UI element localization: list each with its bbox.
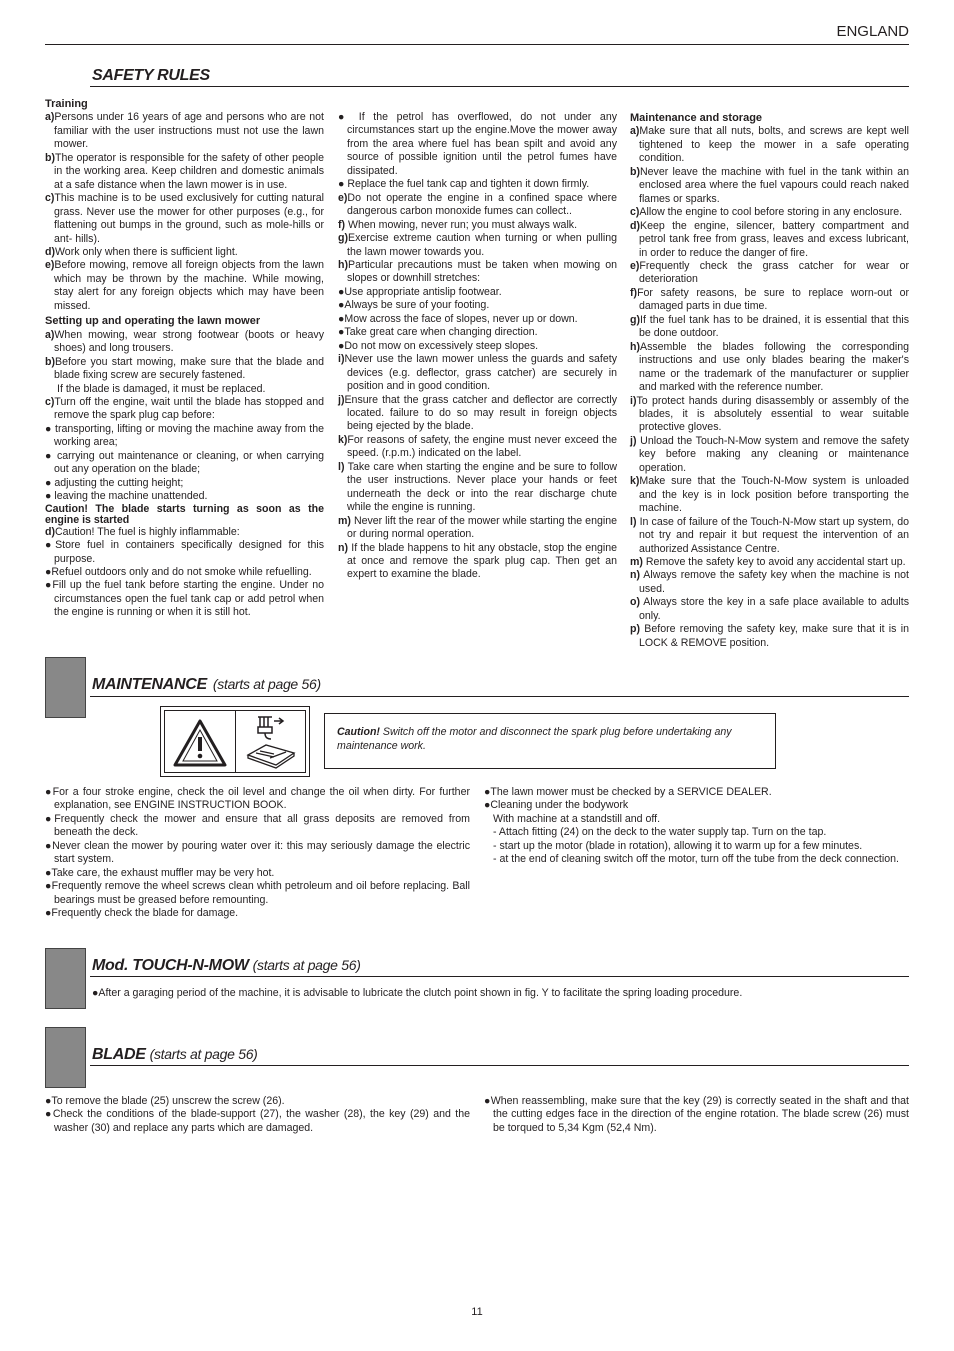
setup-item-c: c)Turn off the engine, wait until the blade has stopped and remove the spark plug cap before: — [45, 395, 324, 422]
setup-item-b-note: If the blade is damaged, it must be replaced. — [57, 382, 266, 395]
training-list — [45, 111, 324, 313]
top-rule — [45, 44, 909, 45]
safety-column-1 — [45, 98, 324, 620]
maintenance-left-list — [45, 786, 470, 921]
storage-item-3: d)Keep the engine, silencer, battery compartment and petrol tank free from grass, leaves and excess lubricant, in order to reduce the danger of fire. — [630, 219, 909, 259]
safety-rules-title: SAFETY RULES — [92, 67, 210, 84]
blade-right — [484, 1095, 909, 1135]
slope-bullet-1: ●Always be sure of your footing. — [338, 299, 490, 312]
touch-tab — [45, 948, 86, 1009]
maintenance-standstill-note: With machine at a standstill and off. — [493, 812, 661, 825]
training-heading: Training — [45, 98, 88, 110]
rule-g: g)Exercise extreme caution when turning or when pulling the lawn mower towards you. — [338, 232, 617, 258]
rule-l: l) Take care when starting the engine and be sure to follow the user instructions. Never place your hands or feet underneath the deck or into the rear discharge chute while the engine is running. — [338, 460, 617, 514]
setup-item-b: b)Before you start mowing, make sure that the blade and blade fixing screw are securely fastened. — [45, 355, 324, 382]
setup-d-bullets — [45, 539, 324, 620]
petrol-bullets — [338, 111, 617, 192]
setup-c-bullets — [45, 423, 324, 504]
setup-item-d: d)Caution! The fuel is highly inflammable: — [45, 525, 240, 538]
rule-j: j)Ensure that the grass catcher and deflector are correctly located. failure to do so may result in foreign objects being ejected by the blade. — [338, 393, 617, 433]
training-item-3: d)Work only when there is sufficient light. — [45, 245, 238, 258]
storage-list — [630, 125, 909, 650]
slope-bullets — [338, 286, 617, 353]
storage-item-7: h)Assemble the blades following the corresponding instructions and use only blades bearing the maker's name or the trademark of the manufacturer or supplier and marked with the reference number. — [630, 340, 909, 394]
rule-n: n) If the blade happens to hit any obstacle, stop the engine at once and remove the spark plug cap. Then get an expert to examine the blade. — [338, 541, 617, 581]
maintenance-left-bullet-0: ●For a four stroke engine, check the oil level and change the oil when dirty. For further explanation, see ENGINE INSTRUCTION BOOK. — [45, 786, 470, 812]
petrol-bullet-1: ● Replace the fuel tank cap and tighten it down firmly. — [338, 178, 590, 191]
maintenance-right — [484, 786, 909, 867]
storage-item-10: k)Make sure that the Touch-N-Mow system is unloaded and the key is in lock position before transporting the machine. — [630, 475, 909, 515]
maintenance-dash-item-2: - at the end of cleaning switch off the motor, turn off the tube from the deck connection. — [493, 853, 899, 866]
maintenance-right-bullet-0: ●The lawn mower must be checked by a SERVICE DEALER. — [484, 786, 772, 798]
maintenance-right-list — [484, 786, 909, 813]
storage-item-4: e)Frequently check the grass catcher for wear or deterioration — [630, 259, 909, 286]
touch-n-mow-title: Mod. TOUCH-N-MOW (starts at page 56) — [92, 957, 361, 974]
training-item-4: e)Before mowing, remove all foreign objects from the lawn which may be thrown by the machine. While mowing, stay alert for any foreign objects which may have been missed. — [45, 259, 324, 312]
country-label: ENGLAND — [836, 23, 909, 40]
storage-item-0: a)Make sure that all nuts, bolts, and screws are kept well tightened to keep the mower in a safe operating condition. — [630, 125, 909, 165]
blade-left-bullet-1: ●Check the conditions of the blade-support (27), the washer (28), the key (29) and the washer (30) and replace any parts which are damaged. — [45, 1108, 471, 1134]
setup-d-bullet-2: ●Fill up the fuel tank before starting the engine. Under no circumstances open the fuel tank cap or add petrol when the engine is running or when it is still hot. — [45, 579, 324, 619]
setup-item-a: a)When mowing, wear strong footwear (boots or heavy shoes) and long trousers. — [45, 328, 324, 355]
maintenance-right-bullet-1: ●Cleaning under the bodywork — [484, 799, 629, 812]
maintenance-left-bullet-3: ●Take care, the exhaust muffler may be very hot. — [45, 866, 275, 879]
maintenance-left-bullet-5: ●Frequently check the blade for damage. — [45, 907, 239, 920]
storage-item-14: o) Always store the key in a safe place available to adults only. — [630, 596, 909, 622]
safety-column-3 — [630, 112, 909, 650]
maintenance-title: MAINTENANCE (starts at page 56) — [92, 676, 321, 693]
warning-pictogram — [160, 706, 310, 777]
storage-item-6: g)If the fuel tank has to be drained, it is essential that this be done outdoor. — [630, 313, 909, 340]
maintenance-dash-item-0: - Attach fitting (24) on the deck to the water supply tap. Turn on the tap. — [493, 826, 827, 839]
training-item-2: c)This machine is to be used exclusively for cutting natural grass. Never use the mower for other purposes (e.g., for flattening out bumps in the ground, such as mole-hills or ant- hills). — [45, 192, 324, 245]
maintenance-left-bullet-4: ●Frequently remove the wheel screws clean whith petroleum and oil before replacing. Ball bearings must be greased before remounting. — [45, 880, 470, 906]
slope-bullet-2: ●Mow across the face of slopes, never up or down. — [338, 312, 578, 325]
rule-f: f) When mowing, never run; you must always walk. — [338, 218, 578, 231]
maintenance-left-bullet-1: ●Frequently check the mower and ensure that all grass deposits are removed from beneath the deck. — [45, 812, 470, 839]
storage-item-11: l) In case of failure of the Touch-N-Mow start up system, do not try and repair it but request the intervention of an authorized Assistance Centre. — [630, 515, 909, 555]
training-item-1: b)The operator is responsible for the safety of other people in the working area. Keep children and domestic animals at a safe distance when the lawn mower is in use. — [45, 151, 324, 191]
maintenance-dash-item-1: - start up the motor (blade in rotation), allowing it to warm up for a few minutes. — [493, 839, 863, 852]
maintenance-left — [45, 786, 470, 921]
touch-body — [92, 987, 909, 1000]
storage-item-13: n) Always remove the safety key when the machine is not used. — [630, 569, 909, 595]
blade-tab — [45, 1027, 86, 1088]
blade-right-list — [484, 1095, 909, 1135]
blade-right-bullet-0: ●When reassembling, make sure that the key (29) is correctly seated in the shaft and that the cutting edges face in the direction of the engine rotation. The blade screw (26) must be torqued to 5,34 Kgm (52,4 Nm). — [484, 1095, 909, 1134]
blade-title: BLADE (starts at page 56) — [92, 1046, 258, 1063]
safety-column-2 — [338, 111, 617, 582]
slope-bullet-3: ●Take great care when changing direction. — [338, 326, 538, 339]
maintenance-rule-line — [90, 696, 909, 697]
rule-i: i)Never use the lawn mower unless the guards and safety devices (e.g. deflector, grass catcher) are securely in position and in good condition. — [338, 353, 617, 393]
petrol-bullet-0: ● If the petrol has overflowed, do not under any circumstances start up the engine.Move the mower away from the area where fuel has bean spilt and avoid any source of possible ignition until the petrol fumes have dissipated. — [338, 111, 618, 177]
setup-c-bullet-2: ● adjusting the cutting height; — [45, 476, 184, 489]
rule-m: m) Never lift the rear of the mower while starting the engine or during normal operation. — [338, 514, 617, 541]
touch-bullet: ●After a garaging period of the machine, it is advisable to lubricate the clutch point shown in fig. Y to facilitate the spring loading procedure. — [92, 987, 743, 999]
maintenance-tab — [45, 657, 86, 718]
setup-c-bullet-1: ● carrying out maintenance or cleaning, or when carrying out any operation on the blade; — [45, 449, 324, 476]
rule-k: k)For reasons of safety, the engine must never exceed the speed. (r.p.m.) indicated on the label. — [338, 433, 617, 460]
page-number: 11 — [471, 1306, 483, 1318]
storage-item-15: p) Before removing the safety key, make sure that it is in LOCK & REMOVE position. — [630, 623, 909, 649]
blade-rule-line — [90, 1065, 909, 1066]
setup-d-bullet-0: ●Store fuel in containers specifically designed for this purpose. — [45, 539, 324, 565]
setup-heading: Setting up and operating the lawn mower — [45, 315, 261, 328]
manual-and-spark-plug-icon — [235, 711, 306, 772]
storage-item-1: b)Never leave the machine with fuel in the tank within an enclosed area where the fuel vapours could reach naked flames or sparks. — [630, 165, 909, 205]
blade-caution: Caution! The blade starts turning as soon as the engine is started — [45, 502, 324, 526]
safety-rule-line — [90, 86, 909, 87]
setup-c-bullet-3: ● leaving the machine unattended. — [45, 490, 208, 503]
warning-triangle-icon — [165, 711, 235, 772]
storage-item-12: m) Remove the safety key to avoid any accidental start up. — [630, 555, 906, 568]
storage-item-8: i)To protect hands during disassembly or assembly of the blades, it is absolutely essential to wear suitable protective gloves. — [630, 394, 909, 434]
blade-left-bullet-0: ●To remove the blade (25) unscrew the screw (26). — [45, 1095, 285, 1107]
maintenance-caution-box: Caution! Switch off the motor and disconnect the spark plug before undertaking any maintenance work. — [324, 713, 776, 769]
maintenance-dash-list — [484, 826, 909, 866]
training-item-0: a)Persons under 16 years of age and persons who are not familiar with the user instructions must not use the lawn mower. — [45, 111, 324, 151]
setup-d-bullet-1: ●Refuel outdoors only and do not smoke while refuelling. — [45, 565, 312, 578]
storage-item-2: c)Allow the engine to cool before storing in any enclosure. — [630, 206, 903, 219]
blade-left — [45, 1095, 470, 1135]
rule-e: e)Do not operate the engine in a confined space where dangerous carbon monoxide fumes can collect.. — [338, 191, 617, 218]
storage-item-5: f)For safety reasons, be sure to replace worn-out or damaged parts in due time. — [630, 286, 909, 313]
slope-bullet-0: ●Use appropriate antislip footwear. — [338, 285, 502, 298]
storage-heading: Maintenance and storage — [630, 112, 763, 124]
touch-rule-line — [90, 976, 909, 977]
maintenance-left-bullet-2: ●Never clean the mower by pouring water over it: this may seriously damage the electric start system. — [45, 839, 471, 866]
slope-bullet-4: ●Do not mow on excessively steep slopes. — [338, 339, 539, 352]
setup-c-bullet-0: ● transporting, lifting or moving the machine away from the working area; — [45, 422, 324, 449]
blade-left-list — [45, 1095, 470, 1135]
rule-h: h)Particular precautions must be taken when mowing on slopes or downhill stretches: — [338, 258, 617, 285]
storage-item-9: j) Unload the Touch-N-Mow system and remove the safety key before making any cleaning or maintenance operation. — [630, 434, 909, 474]
